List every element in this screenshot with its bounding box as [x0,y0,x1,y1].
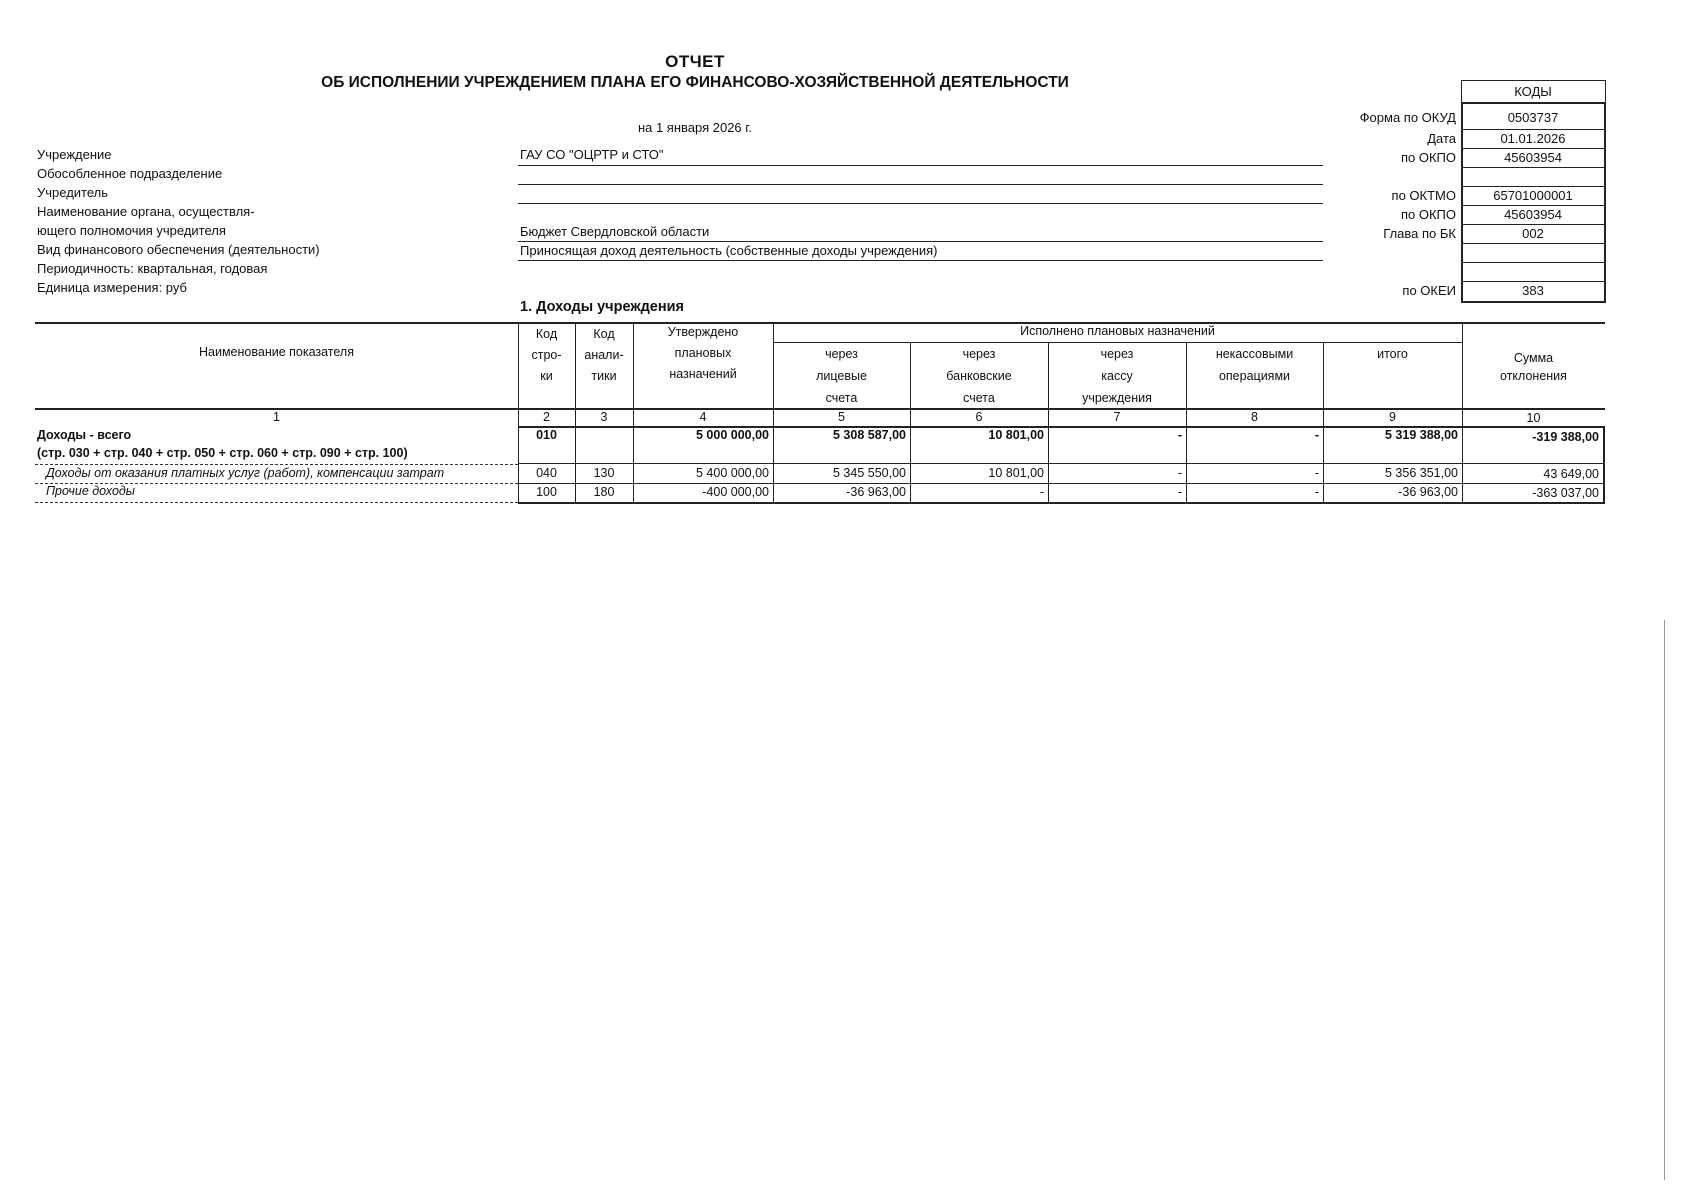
header-personal-1: через [825,347,858,361]
row-deviation: -363 037,00 [1532,486,1599,500]
row-code: 100 [536,485,557,499]
row-total: -36 963,00 [1398,485,1458,499]
row-total: 5 319 388,00 [1385,428,1458,442]
header-cash-1: через [1100,347,1134,361]
row-name: Прочие доходы [46,484,136,498]
col-number-1: 1 [273,410,280,424]
codes-box [1461,80,1606,302]
institution-label: Учреждение [37,147,112,162]
header-code-row-1: Код [535,327,558,341]
header-executed: Исполнено плановых назначений [1020,324,1215,338]
header-personal-2: лицевые [816,369,867,383]
header-code-row-2: стро- [531,348,562,362]
col-number-8: 8 [1251,410,1258,424]
date-value: 01.01.2026 [1500,131,1566,146]
header-noncash-2: операциями [1218,369,1291,383]
header-approved-2: плановых [674,346,732,360]
header-approved-1: Утверждено [667,325,739,339]
bk-value: 002 [1522,226,1544,241]
okpo2-label: по ОКПО [1400,207,1456,222]
col-number-3: 3 [600,410,608,424]
okud-value: 0503737 [1507,110,1559,125]
header-cash-3: учреждения [1082,391,1152,405]
report-date: на 1 января 2026 г. [637,120,753,135]
row-approved: 5 000 000,00 [696,428,769,442]
header-code-analytics-2: анали- [584,348,624,362]
finance-label: Вид финансового обеспечения (деятельности) [37,242,320,257]
col-number-10: 10 [1526,411,1541,425]
row-name: Доходы от оказания платных услуг (работ), компенсации затрат [46,466,445,480]
row-cash: - [1177,428,1182,442]
okei-label: по ОКЕИ [1402,283,1456,298]
okud-label: Форма по ОКУД [1359,110,1456,125]
report-title: ОТЧЕТ [665,52,725,71]
authority-label-2: ющего полномочия учредителя [37,223,226,238]
row-cash: - [1177,485,1182,499]
col-number-9: 9 [1389,410,1396,424]
row-name-formula: (стр. 030 + стр. 040 + стр. 050 + стр. 060 + стр. 090 + стр. 100) [37,446,408,460]
header-cash-2: кассу [1101,369,1133,383]
header-bank-2: банковские [946,369,1012,383]
oktmo-label: по ОКТМО [1391,188,1456,203]
row-personal: 5 345 550,00 [833,466,906,480]
row-noncash: - [1314,466,1319,480]
row-name: Доходы - всего [37,428,132,442]
row-deviation: -319 388,00 [1532,430,1599,444]
section-title: 1. Доходы учреждения [520,299,685,315]
col-number-4: 4 [699,410,707,424]
periodicity: Периодичность: квартальная, годовая [37,261,268,276]
row-noncash: - [1314,485,1319,499]
row-noncash: - [1314,428,1319,442]
header-total: итого [1377,347,1408,361]
col-number-5: 5 [838,410,845,424]
row-total: 5 356 351,00 [1385,466,1458,480]
header-code-analytics-1: Код [593,327,615,341]
row-personal: -36 963,00 [846,485,906,499]
oktmo-value: 65701000001 [1493,188,1573,203]
institution-value: ГАУ СО "ОЦРТР и СТО" [520,147,664,162]
row-approved: -400 000,00 [702,485,769,499]
authority-value: Бюджет Свердловской области [520,224,710,239]
header-code-analytics-3: тики [591,369,617,383]
row-code: 010 [536,428,557,442]
col-number-6: 6 [975,410,983,424]
row-approved: 5 400 000,00 [696,466,769,480]
header-bank-3: счета [963,391,995,405]
report-subtitle: ОБ ИСПОЛНЕНИИ УЧРЕЖДЕНИЕМ ПЛАНА ЕГО ФИНАНСОВО-ХОЗЯЙСТВЕННОЙ ДЕЯТЕЛЬНОСТИ [321,74,1069,91]
scan-edge [1664,620,1665,1180]
okpo2-value: 45603954 [1504,207,1562,222]
authority-label-1: Наименование органа, осуществля- [37,204,255,219]
finance-value: Приносящая доход деятельность (собственные доходы учреждения) [520,243,938,258]
okpo-value: 45603954 [1504,150,1562,165]
col-number-7: 7 [1113,410,1121,424]
founder-label: Учредитель [37,185,109,200]
okei-value: 383 [1522,283,1544,298]
date-label: Дата [1427,131,1456,146]
row-personal: 5 308 587,00 [833,428,906,442]
codes-header: КОДЫ [1514,84,1552,99]
header-deviation-1: Сумма [1513,351,1554,365]
row-analytics: 130 [593,466,615,480]
okpo-label: по ОКПО [1400,150,1456,165]
bk-label: Глава по БК [1383,226,1456,241]
unit: Единица измерения: руб [37,280,187,295]
header-personal-3: счета [825,391,858,405]
header-noncash-1: некассовыми [1215,347,1294,361]
row-bank: 10 801,00 [988,466,1044,480]
row-deviation: 43 649,00 [1543,467,1599,481]
row-analytics: 180 [593,485,615,499]
header-name: Наименование показателя [199,345,354,359]
col-number-2: 2 [543,410,550,424]
row-code: 040 [536,466,557,480]
header-approved-3: назначений [669,367,737,381]
header-code-row-3: ки [540,369,553,383]
header-deviation-2: отклонения [1500,369,1567,383]
row-bank: 10 801,00 [988,428,1044,442]
division-label: Обособленное подразделение [37,166,223,181]
header-bank-1: через [962,347,996,361]
row-cash: - [1177,466,1182,480]
row-bank: - [1039,485,1044,499]
